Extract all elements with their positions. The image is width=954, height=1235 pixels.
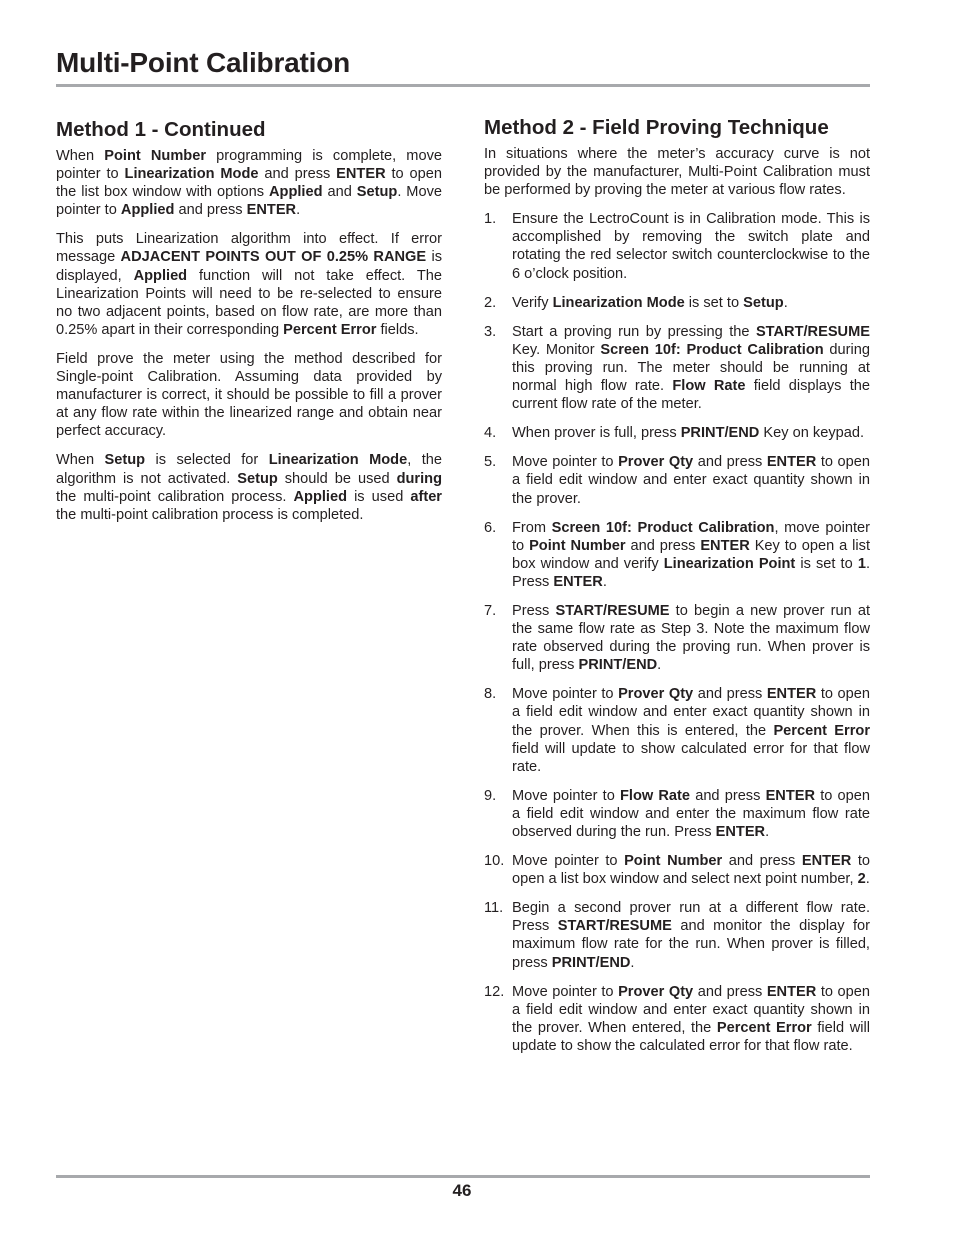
method1-paragraph — [56, 230, 442, 339]
bold-term: ADJACENT POINTS OUT OF 0.25% RANGE — [120, 249, 427, 266]
bold-term: Setup — [743, 294, 784, 311]
bold-term: Prover Qty — [618, 983, 694, 1000]
step-item — [484, 852, 870, 888]
step-item — [484, 983, 870, 1055]
text-run: function will not take effect. The Linearization Points will need to be re-selected to ensure no two adjacent points, based on flow rate, are more than 0.25% apart in their corresponding — [56, 267, 442, 338]
method1-heading: Method 1 - Continued — [56, 118, 266, 141]
bold-term: ENTER — [801, 853, 852, 870]
bold-term: Percent Error — [716, 1019, 812, 1036]
text-run: Ensure the LectroCount is in Calibration mode. This is accomplished by removing the switch plate and rotating the red selector switch counterclockwise to the 6 o’clock position. — [512, 211, 870, 282]
text-run: is displayed, — [56, 249, 442, 284]
text-run: Move pointer to — [512, 853, 625, 870]
method2-heading: Method 2 - Field Proving Technique — [484, 116, 829, 139]
footer-divider — [56, 1175, 870, 1178]
text-run: Field prove the meter using the method described for Single-point Calibration. Assuming data provided by manufacturer is correct, it should be possible to fill a prover at any flow rate within the linearized range and obtain near perfect accuracy. — [56, 350, 442, 440]
text-run: and press — [690, 787, 766, 804]
bold-term: ENTER — [715, 824, 766, 840]
text-run: . — [630, 954, 635, 971]
step-number: 3. — [484, 323, 497, 340]
text-run: . — [765, 824, 770, 840]
text-run: . — [602, 573, 607, 590]
text-run: and press — [693, 454, 767, 471]
bold-term: Linearization Mode — [124, 166, 259, 183]
text-run: Key on keypad. — [759, 425, 865, 442]
step-item — [484, 210, 870, 282]
title-divider — [56, 84, 870, 87]
text-run: . — [865, 871, 870, 888]
step-number: 2. — [484, 294, 497, 311]
text-run: is set to — [684, 294, 744, 311]
right-column — [484, 118, 870, 1066]
bold-term: ENTER — [553, 573, 603, 590]
bold-term: START/RESUME — [755, 323, 870, 340]
bold-term: PRINT/END — [680, 425, 760, 442]
text-run: field displays the current flow rate of the meter. — [512, 378, 871, 413]
bold-term: ENTER — [766, 686, 817, 703]
text-run: is set to — [795, 555, 858, 572]
text-run: to open a list box window and select next point number, — [512, 853, 871, 888]
bold-term: 2 — [857, 871, 866, 888]
bold-term: Prover Qty — [618, 686, 694, 703]
bold-term: Setup — [356, 184, 398, 201]
bold-term: Setup — [104, 452, 146, 469]
step-number: 4. — [484, 425, 497, 442]
bold-term: Point Number — [104, 148, 207, 164]
text-run: From — [512, 519, 552, 536]
step-item — [484, 899, 870, 971]
bold-term: Linearization Mode — [552, 294, 685, 311]
bold-term: Applied — [120, 202, 175, 219]
bold-term: Flow Rate — [619, 787, 691, 804]
page-title: Multi-Point Calibration — [56, 47, 351, 78]
text-run: should be used — [277, 470, 397, 487]
text-run: is selected for — [145, 452, 269, 469]
step-number: 11. — [484, 900, 504, 917]
text-run: Press — [512, 602, 556, 619]
method1-paragraph — [56, 451, 442, 523]
bold-term: ENTER — [336, 166, 386, 183]
step-item — [484, 323, 870, 413]
method1-paragraph — [56, 147, 442, 219]
step-item — [484, 519, 870, 591]
text-run: and — [322, 184, 357, 201]
text-run: Key to open a list box window and verify — [512, 537, 871, 572]
bold-term: START/RESUME — [557, 918, 672, 935]
text-run: the multi-point calibration process is completed. — [56, 506, 364, 523]
text-run: field will update to show calculated error for that flow rate. — [512, 740, 870, 775]
text-run: Move pointer to — [512, 454, 619, 471]
text-run: and press — [174, 202, 247, 219]
text-run: and monitor the display for maximum flow rate for the run. When prover is filled, press — [512, 918, 871, 971]
method1-paragraph — [56, 350, 442, 440]
text-run: and press — [258, 166, 337, 183]
bold-term: Point Number — [624, 853, 723, 870]
method2-intro — [484, 145, 870, 199]
bold-term: Applied — [269, 184, 323, 201]
bold-term: ENTER — [765, 787, 816, 804]
text-run: and press — [693, 686, 767, 703]
bold-term: Percent Error — [283, 321, 377, 338]
step-item — [484, 424, 870, 442]
text-run: programming is complete, move pointer to — [56, 148, 442, 183]
step-item — [484, 685, 870, 775]
text-run: field will update to show the calculated error for that flow rate. — [512, 1019, 871, 1054]
method1-body — [56, 147, 442, 524]
bold-term: 1 — [857, 555, 866, 572]
left-column — [56, 118, 442, 535]
text-run: Verify — [512, 294, 553, 311]
text-run: Key. Monitor — [512, 341, 601, 358]
bold-term: Linearization Point — [663, 555, 796, 572]
text-run: to open a field edit window and enter exact quantity shown in the prover. When entered, the — [512, 983, 870, 1036]
text-run: This puts Linearization algorithm into effect. If error message — [56, 231, 442, 266]
step-number: 9. — [484, 787, 497, 804]
bold-term: Percent Error — [773, 722, 870, 739]
text-run: In situations where the meter’s accuracy curve is not provided by the manufacturer, Multi-Point Calibration must be performed by proving the meter at various flow rates. — [484, 146, 870, 199]
bold-term: PRINT/END — [578, 657, 658, 674]
text-run: When prover is full, press — [512, 425, 681, 442]
text-run: . — [657, 657, 662, 674]
bold-term: Applied — [133, 267, 188, 284]
bold-term: ENTER — [700, 537, 750, 554]
page-number: 46 — [452, 1181, 472, 1200]
step-item — [484, 294, 870, 312]
text-run: Begin a second prover run at a different flow rate. Press — [512, 900, 870, 935]
step-number: 5. — [484, 454, 497, 471]
bold-term: Applied — [293, 488, 348, 505]
bold-term: PRINT/END — [551, 954, 631, 971]
step-number: 12. — [484, 983, 505, 1000]
text-run: Move pointer to — [512, 983, 619, 1000]
bold-term: Screen 10f: Product Calibration — [551, 519, 775, 536]
text-run: . Move pointer to — [56, 184, 442, 219]
text-run: to begin a new prover run at the same flow rate as Step 3. Note the maximum flow rate observed during the proving run. When prover is full, press — [512, 602, 871, 674]
text-run: , move pointer to — [512, 519, 870, 554]
text-run: . — [783, 294, 788, 311]
bold-term: ENTER — [246, 202, 297, 219]
bold-term: Setup — [237, 470, 278, 487]
bold-term: Flow Rate — [672, 378, 746, 395]
step-item — [484, 453, 870, 507]
step-item — [484, 787, 870, 841]
text-run: . — [296, 202, 301, 219]
text-run: fields. — [376, 321, 419, 338]
text-run: during this proving run. The meter should be running at normal high flow rate. — [512, 341, 870, 395]
bold-term: Prover Qty — [618, 454, 694, 471]
bold-term: after — [410, 488, 442, 505]
text-run: . Press — [512, 555, 870, 590]
bold-term: Linearization Mode — [268, 452, 408, 469]
step-item — [484, 602, 870, 674]
text-run: is used — [347, 488, 411, 505]
bold-term: Point Number — [529, 537, 626, 554]
bold-term: ENTER — [766, 983, 817, 1000]
text-run: Move pointer to — [512, 787, 620, 804]
text-run: and press — [693, 983, 767, 1000]
text-run: and press — [722, 853, 802, 870]
text-run: Move pointer to — [512, 686, 619, 703]
step-number: 8. — [484, 686, 497, 703]
text-run: to open the list box window with options — [56, 166, 442, 201]
text-run: to open a field edit window and enter the maximum flow rate observed during the run. Press — [512, 787, 871, 840]
text-run: to open a field edit window and enter exact quantity shown in the prover. When this is entered, the — [512, 686, 870, 739]
steps-list — [484, 210, 870, 1055]
text-run: Start a proving run by pressing the — [512, 323, 756, 340]
bold-term: Screen 10f: Product Calibration — [600, 341, 824, 358]
step-number: 1. — [484, 211, 497, 228]
step-number: 7. — [484, 602, 497, 619]
text-run: the multi-point calibration process. — [56, 488, 294, 505]
text-run: When — [56, 148, 105, 164]
bold-term: START/RESUME — [555, 602, 670, 619]
text-run: to open a field edit window and enter exact quantity shown in the prover. — [512, 454, 870, 507]
bold-term: ENTER — [766, 454, 817, 471]
step-number: 10. — [484, 853, 505, 870]
text-run: When — [56, 452, 105, 469]
text-run: and press — [625, 537, 701, 554]
step-number: 6. — [484, 519, 497, 536]
bold-term: during — [396, 470, 442, 487]
text-run: , the algorithm is not activated. — [56, 452, 442, 487]
